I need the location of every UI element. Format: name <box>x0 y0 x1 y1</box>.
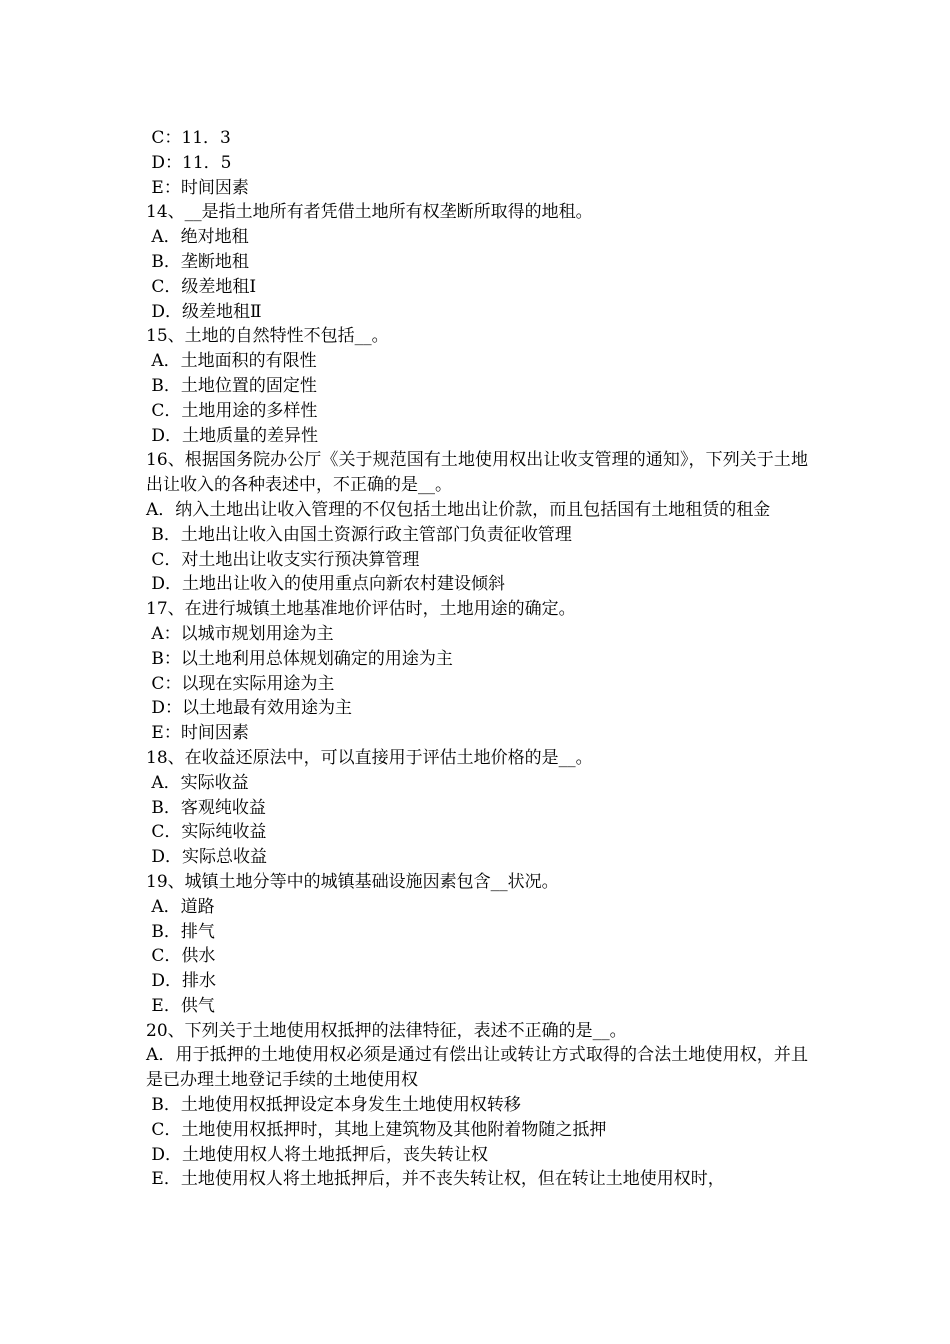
text-line: B：以土地利用总体规划确定的用途为主 <box>146 648 453 669</box>
text-line: B．客观纯收益 <box>146 797 266 818</box>
text-line: D．土地质量的差异性 <box>146 425 319 446</box>
text-line: D．级差地租Ⅱ <box>146 301 262 322</box>
text-line: D．土地使用权人将土地抵押后，丧失转让权 <box>146 1144 489 1165</box>
text-line: D：以土地最有效用途为主 <box>146 698 353 719</box>
text-line: E：时间因素 <box>146 177 249 198</box>
text-line: D．土地出让收入的使用重点向新农村建设倾斜 <box>146 574 506 595</box>
text-line: A．土地面积的有限性 <box>146 351 317 372</box>
text-line: A．实际收益 <box>146 772 249 793</box>
text-line: A．道路 <box>146 896 215 917</box>
text-line: B．土地出让收入由国土资源行政主管部门负责征收管理 <box>146 524 572 545</box>
text-line: B．垄断地租 <box>146 251 249 272</box>
text-line: B．土地使用权抵押设定本身发生土地使用权转移 <box>146 1095 521 1116</box>
text-line: E．土地使用权人将土地抵押后，并不丧失转让权，但在转让土地使用权时， <box>146 1169 725 1190</box>
text-line: 19、城镇土地分等中的城镇基础设施因素包含__状况。 <box>146 871 559 892</box>
text-line: A．绝对地租 <box>146 227 249 248</box>
text-line: E：时间因素 <box>146 723 249 744</box>
text-line: E．供气 <box>146 995 215 1016</box>
text-line: B．土地位置的固定性 <box>146 375 317 396</box>
text-line: D．排水 <box>146 971 217 992</box>
text-line: A：以城市规划用途为主 <box>146 623 334 644</box>
text-line: 16、根据国务院办公厅《关于规范国有土地使用权出让收支管理的通知》，下列关于土地出让收入的各种表述中，不正确的是__。 <box>146 450 808 496</box>
text-line: C．实际纯收益 <box>146 822 267 843</box>
text-line: C．对土地出让收支实行预决算管理 <box>146 549 420 570</box>
text-line: A．用于抵押的土地使用权必须是通过有偿出让或转让方式取得的合法土地使用权，并且是已办理土地登记手续的土地使用权 <box>146 1045 808 1091</box>
text-line: 18、在收益还原法中，可以直接用于评估土地价格的是__。 <box>146 747 593 768</box>
text-line: 14、__是指土地所有者凭借土地所有权垄断所取得的地租。 <box>146 202 593 223</box>
text-line: C：以现在实际用途为主 <box>146 673 335 694</box>
text-line: C：11．3 <box>146 128 231 148</box>
text-line: C．级差地租Ⅰ <box>146 276 257 297</box>
text-line: D：11．5 <box>146 152 232 173</box>
text-line: D．实际总收益 <box>146 847 268 868</box>
text-line: C．土地用途的多样性 <box>146 400 318 421</box>
text-line: C．供水 <box>146 946 216 967</box>
text-line: C．土地使用权抵押时，其地上建筑物及其他附着物随之抵押 <box>146 1119 607 1140</box>
text-line: B．排气 <box>146 921 215 942</box>
text-line: A．纳入土地出让收入管理的不仅包括土地出让价款，而且包括国有土地租赁的租金 <box>146 499 771 520</box>
document-body <box>146 126 808 1192</box>
text-line: 15、土地的自然特性不包括__。 <box>146 326 389 347</box>
text-line: 20、下列关于土地使用权抵押的法律特征，表述不正确的是__。 <box>146 1020 627 1041</box>
text-line: 17、在进行城镇土地基准地价评估时，土地用途的确定。 <box>146 599 576 620</box>
